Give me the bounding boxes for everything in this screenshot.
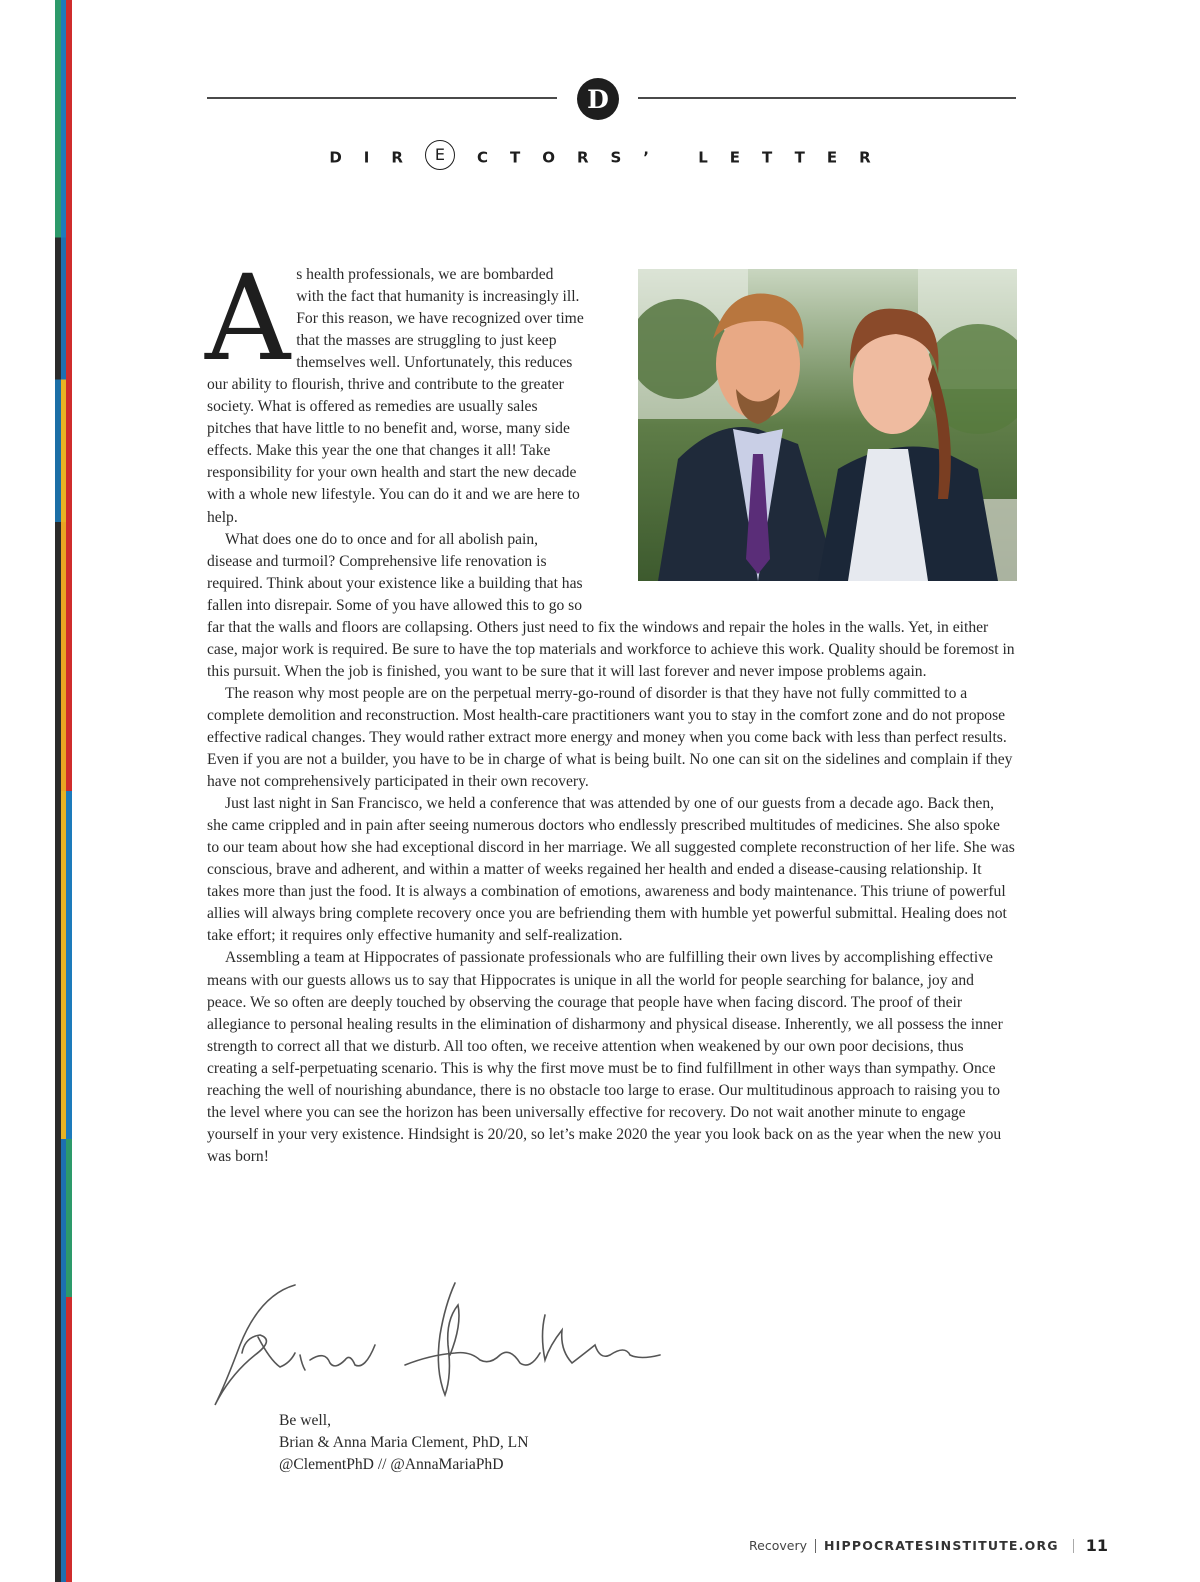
header-rule-right — [638, 97, 1016, 99]
closing-line: Be well, — [279, 1412, 331, 1429]
page-title — [0, 146, 1200, 172]
title-part: CTORS’ LETTER — [476, 148, 893, 167]
footer-divider — [1073, 1539, 1074, 1553]
website-link[interactable]: HIPPOCRATESINSTITUTE.ORG — [824, 1538, 1059, 1553]
photo-space — [585, 264, 1015, 609]
handwritten-signatures — [200, 1275, 670, 1420]
section-badge: D — [577, 78, 619, 120]
title-part: DIR — [329, 148, 425, 167]
signature-icon — [200, 1275, 670, 1420]
header-rule-left — [207, 97, 557, 99]
footer-divider — [815, 1539, 816, 1553]
paragraph: The reason why most people are on the perpetual merry-go-round of disorder is that they have not fully committed to a complete demolition and reconstruction. Most health-care practitioners want you to stay in the comfort zone and do not propose effective radical changes. They would rather extract more energy and money when you come back with less than perfect results. Even if you are not a builder, you have to be in charge of what is being built. No one can sit on the sidelines and complain if they have not comprehensively participated in their own recovery. — [207, 684, 1013, 791]
social-handles: @ClementPhD // @AnnaMariaPhD — [279, 1456, 504, 1473]
stripe — [66, 0, 72, 1582]
letter-body — [205, 249, 1015, 1168]
signature-block — [279, 1410, 528, 1476]
paragraph: Assembling a team at Hippocrates of passionate professionals who are fulfilling their own lives by accomplishing effective means with our guests allows us to say that Hippocrates is unique in all the world for people searching for balance, joy and peace. We so often are deeply touched by observing the courage that people have when facing discord. The proof of their allegiance to personal healing results in the elimination of disharmony and physical disease. Inherently, we all possess the inner strength to correct all that we disturb. All too often, we receive attention when weakened by our own poor decisions, thus creating a self-perpetuating scenario. This is why the first move must be to find fulfillment in other ways than sympathy. Once reaching the well of nourishing abundance, there is no obstacle too large to erase. Our multitudinous approach to raising you to the level where you can see the horizon has been universally effective for recovery. Do not wait another minute to engage yourself in your very existence. Hindsight is 20/20, so let’s make 2020 the year you look back on as the year when the new you was born! — [207, 949, 1003, 1165]
paragraph: What does one do to once and for all abolish pain, disease and turmoil? Comprehensive life renovation is required. Think about your existence like a building that has fallen into disrepair. Some of you have allowed this to go so far that the walls and floors are collapsing. Others just need to fix the windows and repair the holes in the walls. Yet, in either case, major work is required. Be sure to have the top materials and workforce to achieve this work. Quality should be foremost in this pursuit. When the job is finished, you want to be sure that it will last forever and never impose problems again. — [207, 530, 1015, 680]
paragraph-text: s health professionals, we are bombarded with the fact that humanity is increasingly ill. For this reason, we have recognized over time that the masses are struggling to just keep themselves well. Unfortunately, this reduces our ability to flourish, thrive and contribute to the greater society. What is offered as remedies are usually sales pitches that have little to no benefit and, worse, many side effects. Make this year the one that changes it all! Take responsibility for your own health and start the new decade with a whole new lifestyle. You can do it and we are here to help. — [207, 266, 584, 526]
paragraph: Just last night in San Francisco, we held a conference that was attended by one of our guests from a decade ago. Back then, she came crippled and in pain after seeing numerous doctors who endlessly prescribed multitudes of medicines. She also spoke to our team about how she had exceptional discord in her marriage. We all suggested complete reconstruction of her life. She was conscious, brave and adherent, and within a matter of weeks regained her health and ended a disease-causing relationship. It takes more than just the food. It is always a combination of emotions, awareness and body maintenance. This triune of powerful allies will always bring complete recovery once you are befriending them with humble yet powerful submittal. Healing does not take effort; it requires only effective humanity and self-realization. — [207, 795, 1015, 945]
page-number: 11 — [1085, 1536, 1108, 1555]
title-circled-letter: E — [425, 140, 455, 170]
drop-cap: A — [205, 249, 291, 387]
decorative-color-stripes — [55, 0, 72, 1582]
page-footer — [749, 1536, 1108, 1555]
section-name: Recovery — [749, 1538, 807, 1553]
author-names: Brian & Anna Maria Clement, PhD, LN — [279, 1434, 529, 1451]
